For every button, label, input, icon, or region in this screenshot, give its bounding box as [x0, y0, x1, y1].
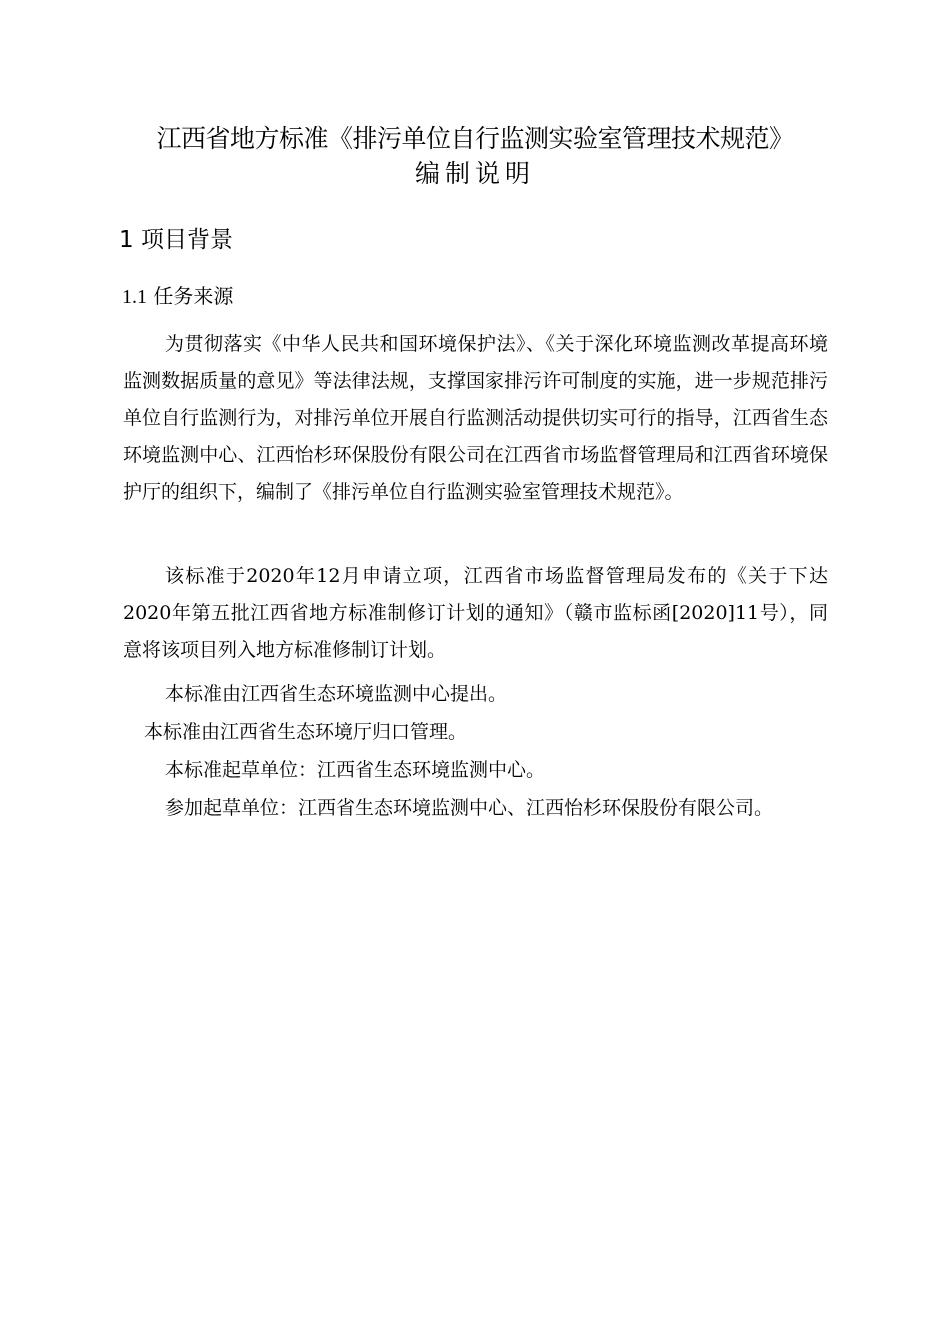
document-subtitle: 编制说明 [414, 159, 535, 188]
paragraph-task-source: 为贯彻落实《中华人民共和国环境保护法》、《关于深化环境监测改革提高环境监测数据质量的意见》等法律法规，支撑国家排污许可制度的实施，进一步规范排污单位自行监测行为，对排污单位开展自行监测活动提供切实可行的指导，江西省生态环境监测中心、江西怡杉环保股份有限公司在江西省市场监督管理局和江西省环境保护厅的组织下，编制了《排污单位自行监测实验室管理技术规范》。 [123, 333, 828, 503]
paragraph-participating-units: 参加起草单位：江西省生态环境监测中心、江西怡杉环保股份有限公司。 [165, 797, 774, 819]
subsection-heading [122, 282, 233, 311]
paragraph-drafting-unit: 本标准起草单位：江西省生态环境监测中心。 [165, 759, 546, 781]
paragraph-management: 本标准由江西省生态环境厅归口管理。 [144, 721, 468, 743]
paragraph-project-approval: 该标准于2020年12月申请立项，江西省市场监督管理局发布的《关于下达2020年第五批江西省地方标准制修订计划的通知》（赣市监标函[2020]11号），同意将该项目列入地方标准修制订计划。 [123, 565, 828, 661]
section-heading: 1 项目背景 [119, 227, 233, 253]
document-title: 江西省地方标准《排污单位自行监测实验室管理技术规范》 [156, 124, 794, 153]
paragraph-proposer: 本标准由江西省生态环境监测中心提出。 [165, 683, 508, 705]
subsection-title: 任务来源 [153, 284, 234, 308]
subsection-number: 1.1 [122, 286, 147, 308]
